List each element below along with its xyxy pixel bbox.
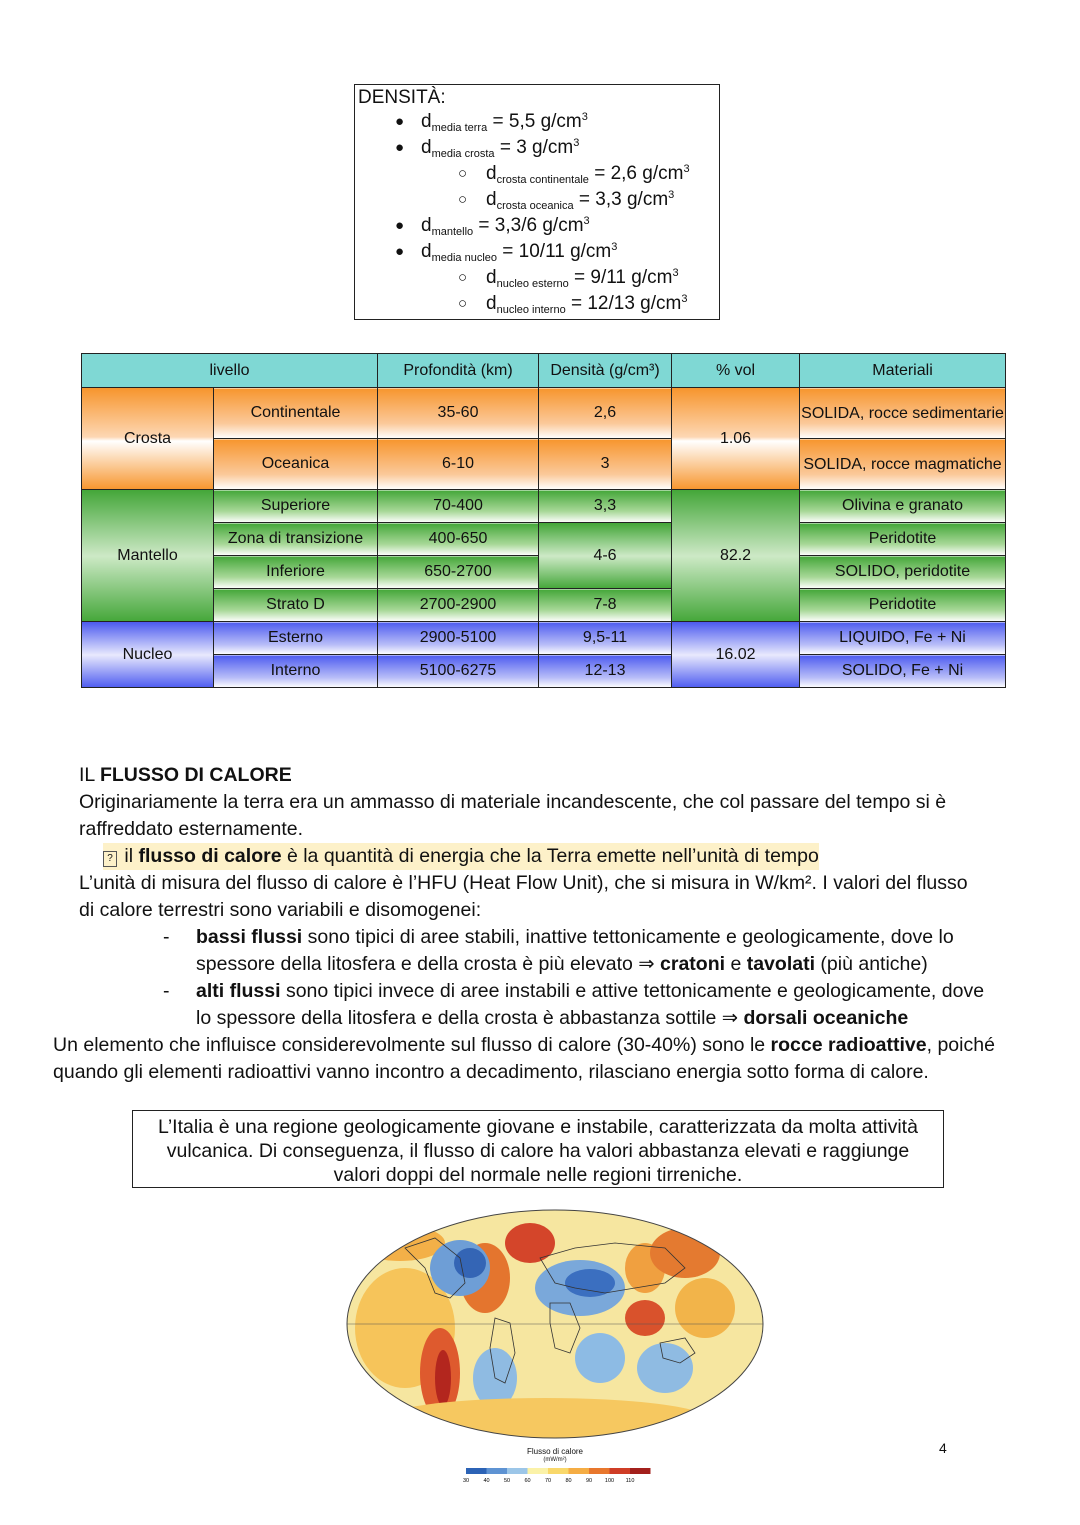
map-patch-hot xyxy=(435,1350,451,1406)
material-cell: SOLIDO, Fe + Ni xyxy=(800,655,1006,688)
circle-bullet-icon: ○ xyxy=(458,269,468,286)
map-patch xyxy=(355,1225,445,1261)
paragraph-line: Originariamente la terra era un ammasso di materiale incandescente, che col passare del tempo si è xyxy=(79,791,947,813)
material-cell: SOLIDA, rocce magmatiche xyxy=(800,439,1006,490)
vol-cell: 82.2 xyxy=(672,490,800,622)
legend-swatch xyxy=(466,1468,487,1474)
paragraph-line: Un elemento che influisce considerevolmente sul flusso di calore (30-40%) sono le rocce radioattive, poiché xyxy=(53,1034,995,1056)
legend-tick-label: 100 xyxy=(604,1478,615,1484)
layer-crosta: Crosta xyxy=(82,388,214,490)
depth-cell: 2900-5100 xyxy=(378,622,539,655)
density-cell: 7-8 xyxy=(539,589,672,622)
depth-cell: 650-2700 xyxy=(378,556,539,589)
vol-cell: 16.02 xyxy=(672,622,800,688)
bullet-line: bassi flussi sono tipici di aree stabili, inattive tettonicamente e geologicamente, dove lo xyxy=(196,926,954,948)
material-cell: SOLIDA, rocce sedimentarie xyxy=(800,388,1006,439)
heat-flow-legend xyxy=(458,1466,658,1488)
legend-tick-label: 90 xyxy=(585,1478,593,1484)
legend-swatch xyxy=(487,1468,508,1474)
heat-flow-map xyxy=(345,1208,765,1440)
material-cell: Peridotite xyxy=(800,589,1006,622)
map-patch-cold xyxy=(637,1343,693,1393)
sublayer-cell: Zona di transizione xyxy=(214,523,378,556)
paragraph-line: raffreddato esternamente. xyxy=(79,818,304,840)
legend-swatch xyxy=(569,1468,590,1474)
density-line-media-terra: ● $d_{media terra} = 5,5$ $g/cm^3$ xyxy=(395,111,588,134)
legend-tick-label: 30 xyxy=(462,1478,470,1484)
map-patch-hot xyxy=(505,1223,555,1263)
legend-title: Flusso di calore xyxy=(526,1447,584,1456)
header-profondita: Profondità (km) xyxy=(378,354,539,388)
legend-tick-label: 60 xyxy=(524,1478,531,1484)
table-row xyxy=(82,655,1006,688)
density-cell: 3 xyxy=(539,439,672,490)
sublayer-cell: Continentale xyxy=(214,388,378,439)
density-cell: 9,5-11 xyxy=(539,622,672,655)
density-cell: 2,6 xyxy=(539,388,672,439)
legend-swatch xyxy=(548,1468,569,1474)
circle-bullet-icon: ○ xyxy=(458,295,468,312)
bullet-line: spessore della litosfera e della crosta è più elevato ⇒ cratoni e tavolati (più antiche) xyxy=(196,953,928,975)
density-line-nucleo-esterno: ○ $d_{nucleo esterno} = 9/11$ $g/cm^3$ xyxy=(458,267,679,290)
header-materiali: Materiali xyxy=(800,354,1006,388)
table-row xyxy=(82,490,1006,523)
legend-swatch xyxy=(589,1468,610,1474)
material-cell: LIQUIDO, Fe + Ni xyxy=(800,622,1006,655)
density-cell: 4-6 xyxy=(539,523,672,589)
density-line-media-nucleo: ● $d_{media nucleo} = 10/11$ $g/cm^3$ xyxy=(395,241,618,264)
dash-bullet: - xyxy=(163,926,170,948)
legend-swatch xyxy=(610,1468,631,1474)
bullet-icon: ● xyxy=(395,217,405,234)
density-box xyxy=(354,84,720,320)
depth-cell: 2700-2900 xyxy=(378,589,539,622)
map-patch-cold xyxy=(575,1333,625,1383)
bullet-line: alti flussi sono tipici invece di aree instabili e attive tettonicamente e geologicamente, dove xyxy=(196,980,985,1002)
header-densita: Densità (g/cm³) xyxy=(539,354,672,388)
legend-tick-label: 110 xyxy=(625,1478,635,1484)
map-patch xyxy=(675,1278,735,1338)
table-row xyxy=(82,523,1006,556)
depth-cell: 70-400 xyxy=(378,490,539,523)
layer-nucleo: Nucleo xyxy=(82,622,214,688)
legend-tick-label: 70 xyxy=(544,1478,552,1484)
paragraph-line: di calore terrestri sono variabili e disomogenei: xyxy=(79,899,482,921)
density-line-media-crosta: ● $d_{media crosta} = 3$ $g/cm^3$ xyxy=(395,137,580,160)
map-patch-hot xyxy=(625,1300,665,1336)
dash-bullet: - xyxy=(163,980,170,1002)
definition-line: ? il flusso di calore è la quantità di energia che la Terra emette nell’unità di tempo xyxy=(103,843,819,870)
legend-tick-label: 80 xyxy=(565,1478,572,1484)
sublayer-cell: Esterno xyxy=(214,622,378,655)
legend-swatch xyxy=(528,1468,549,1474)
table-row xyxy=(82,589,1006,622)
density-title: DENSITÀ: xyxy=(358,87,446,108)
sublayer-cell: Strato D xyxy=(214,589,378,622)
material-cell: Peridotite xyxy=(800,523,1006,556)
table-row xyxy=(82,388,1006,439)
depth-cell: 400-650 xyxy=(378,523,539,556)
map-patch xyxy=(385,1398,705,1438)
bullet-icon: ● xyxy=(395,113,405,130)
italy-note-box xyxy=(132,1110,944,1188)
section-title: IL FLUSSO DI CALORE xyxy=(79,764,292,786)
layer-mantello: Mantello xyxy=(82,490,214,622)
material-cell: Olivina e granato xyxy=(800,490,1006,523)
header-vol: % vol xyxy=(672,354,800,388)
paragraph-line: L’unità di misura del flusso di calore è l’HFU (Heat Flow Unit), che si misura in W/km². I valori del flusso xyxy=(79,872,968,894)
density-cell: 12-13 xyxy=(539,655,672,688)
vol-cell: 1.06 xyxy=(672,388,800,490)
density-line-crosta-continentale: ○ $d_{crosta continentale} = 2,6$ $g/cm^3$ xyxy=(458,163,690,186)
circle-bullet-icon: ○ xyxy=(458,191,468,208)
paragraph-line: quando gli elementi radioattivi vanno incontro a decadimento, rilasciano energia sotto forma di calore. xyxy=(53,1061,929,1083)
sublayer-cell: Inferiore xyxy=(214,556,378,589)
circle-bullet-icon: ○ xyxy=(458,165,468,182)
note-line: vulcanica. Di conseguenza, il flusso di calore ha valori abbastanza elevati e raggiunge xyxy=(166,1140,910,1162)
question-box-icon: ? xyxy=(103,851,117,867)
sublayer-cell: Oceanica xyxy=(214,439,378,490)
sublayer-cell: Interno xyxy=(214,655,378,688)
density-line-mantello: ● $d_{mantello} = 3,3/6$ $g/cm^3$ xyxy=(395,215,590,238)
depth-cell: 5100-6275 xyxy=(378,655,539,688)
material-cell: SOLIDO, peridotite xyxy=(800,556,1006,589)
legend-swatch xyxy=(507,1468,528,1474)
density-line-nucleo-interno: ○ $d_{nucleo interno} = 12/13$ $g/cm^3$ xyxy=(458,293,688,316)
table-header-row xyxy=(82,354,1006,388)
page-number: 4 xyxy=(939,1440,947,1456)
legend-tick-label: 50 xyxy=(503,1478,511,1484)
depth-cell: 6-10 xyxy=(378,439,539,490)
legend-unit: (mW/m²) xyxy=(543,1457,567,1463)
bullet-line: lo spessore della litosfera e della crosta è abbastanza sottile ⇒ dorsali oceaniche xyxy=(196,1007,909,1029)
table-row xyxy=(82,622,1006,655)
bullet-icon: ● xyxy=(395,139,405,156)
bullet-icon: ● xyxy=(395,243,405,260)
table-row xyxy=(82,439,1006,490)
density-line-crosta-oceanica: ○ $d_{crosta oceanica} = 3,3$ $g/cm^3$ xyxy=(458,189,675,212)
note-line: valori doppi del normale nelle regioni tirreniche. xyxy=(333,1164,743,1186)
legend-tick-label: 40 xyxy=(483,1478,490,1484)
depth-cell: 35-60 xyxy=(378,388,539,439)
sublayer-cell: Superiore xyxy=(214,490,378,523)
header-livello: livello xyxy=(82,354,378,388)
earth-layers-table xyxy=(81,353,1006,688)
legend-swatch xyxy=(630,1468,651,1474)
note-line: L’Italia è una regione geologicamente giovane e instabile, caratterizzata da molta attività xyxy=(158,1116,918,1138)
map-patch-cold xyxy=(454,1248,486,1278)
density-cell: 3,3 xyxy=(539,490,672,523)
